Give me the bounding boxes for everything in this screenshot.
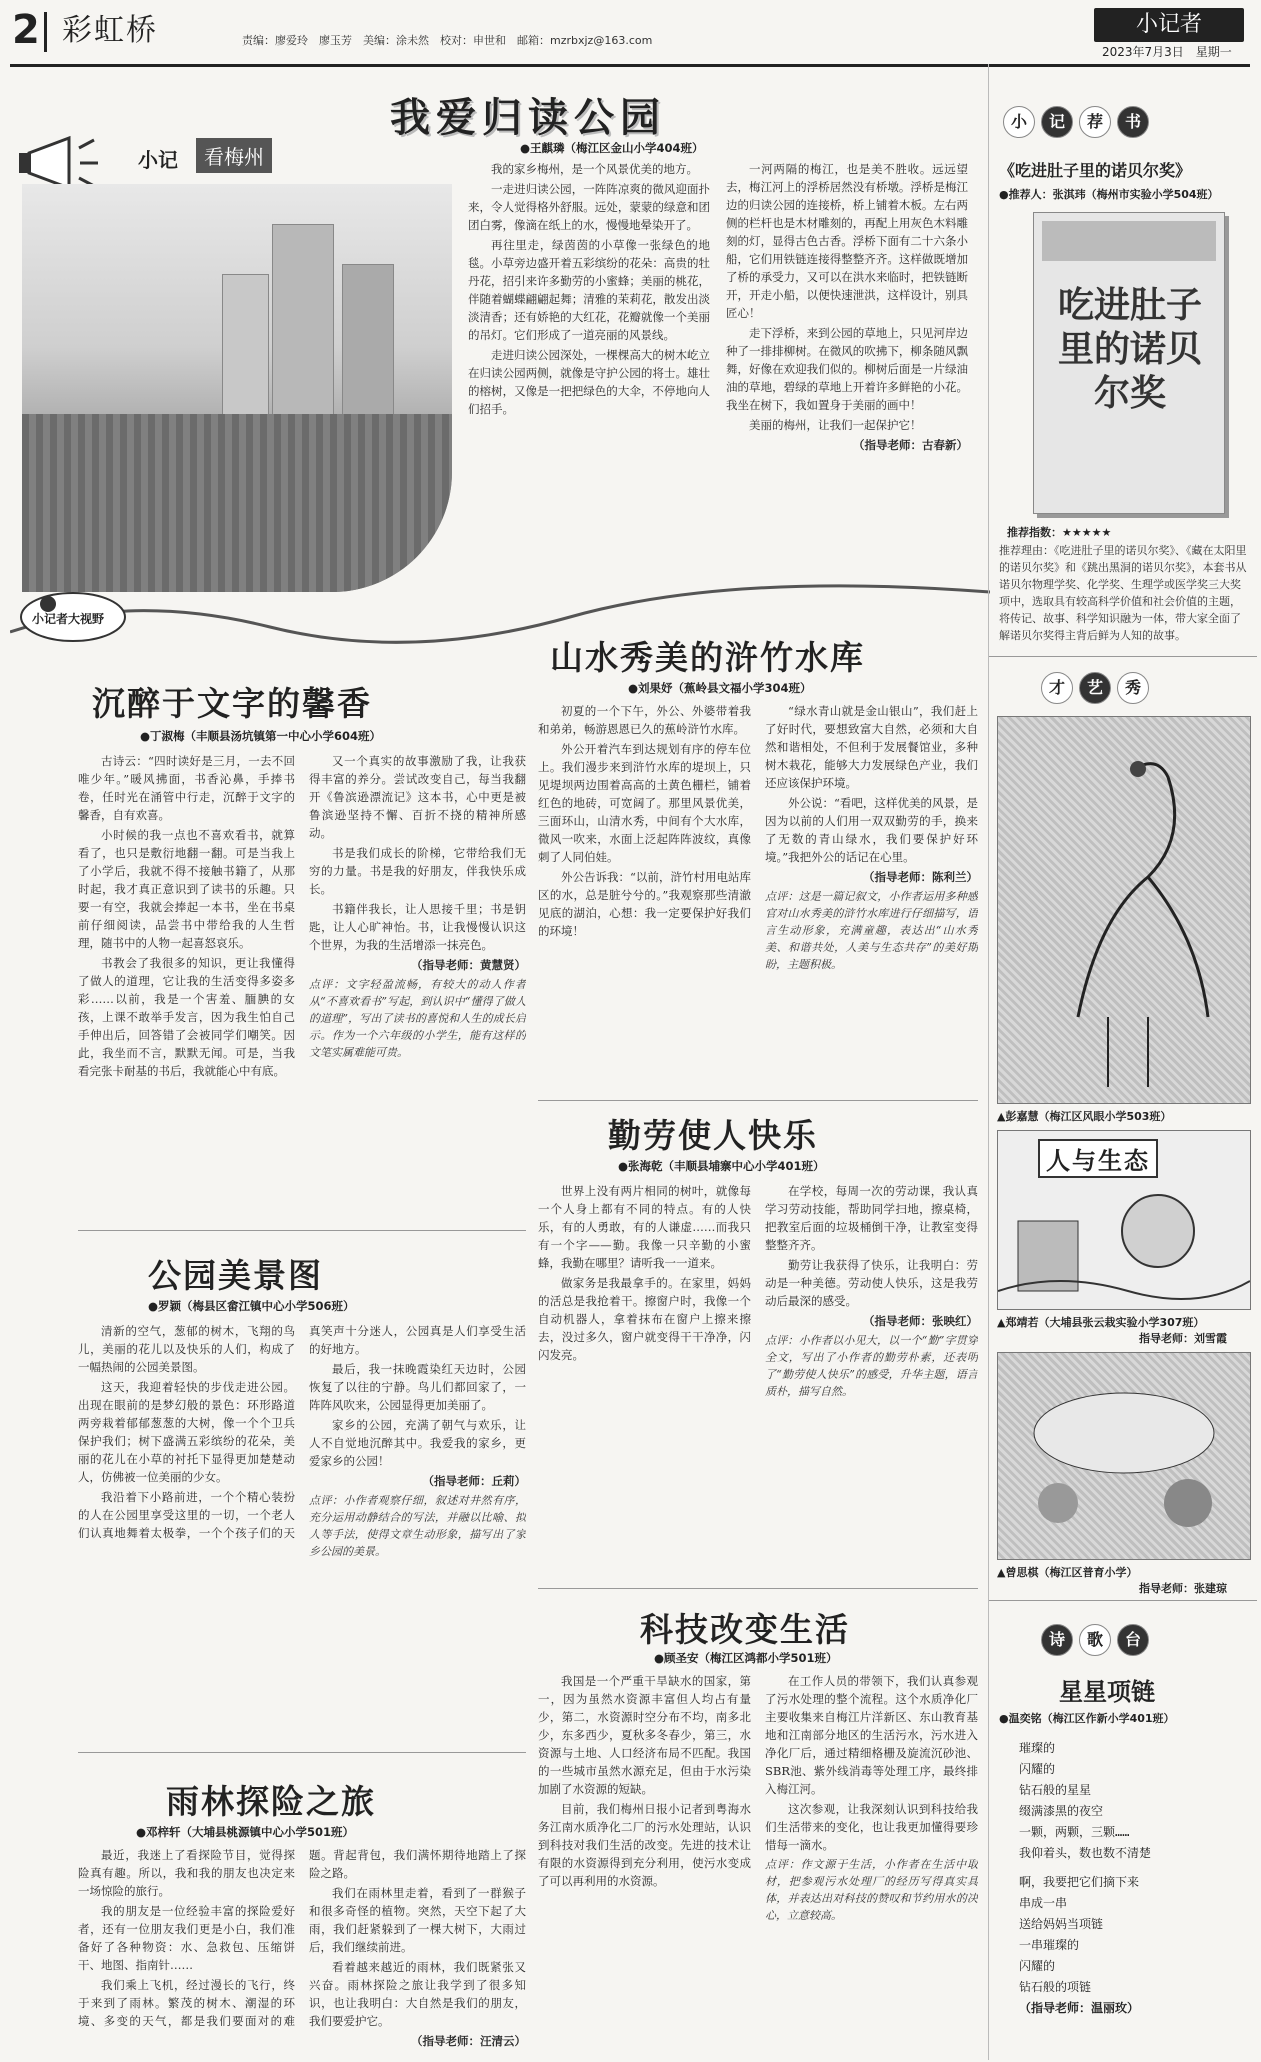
paragraph: 世界上没有两片相同的树叶，就像每一个人身上都有不同的特点。有的人快乐，有的人勇敢，有的人谦虚……而我只有一个字——勤。我像一只辛勤的小蜜蜂，我勤在哪里？请听我一一道来。 <box>538 1184 751 1270</box>
poem-line: 缀满漆黑的夜空 <box>1019 1804 1104 1818</box>
column-tag: 小记 <box>138 148 178 172</box>
paragraph: 这天，我迎着轻快的步伐走进公园。出现在眼前的是梦幻般的景色：环形路道两旁栽着郁郁葱葱的大树，像一个个卫兵保护我们；树下盛满五彩缤纷的花朵，美丽的花儿在小草的衬托下显得更加楚楚动人，仿佛被一位美丽的少女。 <box>78 1380 295 1484</box>
lead-body <box>468 160 968 590</box>
issue-date: 2023年7月3日 星期一 <box>1102 45 1232 59</box>
article-title-tech: 科技改变生活 <box>640 1610 850 1649</box>
paragraph: 又一个真实的故事激励了我，让我获得丰富的养分。尝试改变自己，每当我翻开《鲁滨逊漂流记》这本书，心中更是被鲁滨逊坚持不懈、百折不挠的精神所感动。 <box>309 754 526 840</box>
article-title-park: 公园美景图 <box>148 1256 323 1295</box>
lead-paragraph: 再往里走，绿茵茵的小草像一张绿色的地毯。小草旁边盛开着五彩缤纷的花朵：高贵的牡丹花，招引来许多勤劳的小蜜蜂；美丽的桃花，伴随着蝴蝶翩翩起舞；清雅的茉莉花，散发出淡淡清香；还有娇艳的大红花，花瓣就像一个美丽的吊灯。它们形成了一道亮丽的风景线。 <box>468 238 710 342</box>
book-title: 《吃进肚子里的诺贝尔奖》 <box>999 161 1192 180</box>
article-title-wenzi: 沉醉于文字的馨香 <box>92 684 372 723</box>
recommender: ●推荐人：张淇玮（梅州市实验小学504班） <box>999 188 1219 201</box>
paragraph: 书籍伴我长，让人思接千里；书是钥匙，让人心旷神怡。书，让我慢慢认识这个世界，为我的生活增添一抹亮色。 <box>309 902 526 952</box>
paragraph: 这次参观，让我深刻认识到科技给我们生活带来的变化，也让我更加懂得要珍惜每一滴水。 <box>765 1802 978 1852</box>
header-char: 秀 <box>1117 672 1149 704</box>
cover-band <box>1042 221 1216 261</box>
article-title-forest: 雨林探险之旅 <box>166 1782 376 1821</box>
article-body-tech <box>538 1672 978 2054</box>
article-body-forest <box>78 1846 526 2054</box>
masthead-divider <box>44 12 47 52</box>
section-divider <box>78 1230 526 1231</box>
artwork-people-eco <box>997 1130 1251 1310</box>
paragraph: 小时候的我一点也不喜欢看书，就算看了，也只是敷衍地翻一翻。可是当我上了小学后，我就不得不接触书籍了，从那时起，我才真正意识到了读书的乐趣。只要一有空，我就会捧起一本书，坐在书桌前仔细阅读，品尝书中带给我的人生哲理，随书中的人物一起喜怒哀乐。 <box>78 828 295 950</box>
paragraph: 我们在雨林里走着，看到了一群猴子和很多奇怪的植物。突然，天空下起了大雨，我们赶紧躲到了一棵大树下，大雨过后，我们继续前进。 <box>309 1886 526 1954</box>
paragraph: 看着越来越近的雨林，我们既紧张又兴奋。雨林探险之旅让我学到了很多知识，也让我明白：大自然是我们的朋友，我们要爱护它。 <box>309 1960 526 2028</box>
poem-line: 串成一串 <box>1019 1896 1068 1910</box>
recommend-header <box>1003 106 1243 138</box>
lead-byline: ●王麒璘（梅江区金山小学404班） <box>520 141 704 155</box>
poem-line: 钻石般的星星 <box>1019 1783 1092 1797</box>
masthead <box>0 0 1261 60</box>
teacher-credit: （指导老师：张映红） <box>863 1314 978 1328</box>
poem-line <box>1019 1864 1249 1872</box>
editor-comment: 点评：这是一篇记叙文，小作者运用多种感官对山水秀美的浒竹水库进行仔细描写，语言生动形象，充满童趣，表达出“山水秀美、和谐共处，人美与生态共存”的美好期盼，主题积极。 <box>765 890 978 971</box>
article-title-reservoir: 山水秀美的浒竹水库 <box>550 638 865 677</box>
teacher-credit: （指导老师：黄慧贤） <box>411 958 526 972</box>
article-body-reservoir <box>538 702 978 1096</box>
paragraph: 初夏的一个下午，外公、外婆带着我和弟弟，畅游恩恩已久的蕉岭浒竹水库。 <box>538 704 751 736</box>
editor-comment: 点评：作文源于生活，小作者在生活中取材，把参观污水处理厂的经历写得真实具体，并表达出对科技的赞叹和节约用水的决心，立意较高。 <box>765 1858 978 1922</box>
header-char: 才 <box>1041 672 1073 704</box>
column-sub: 看梅州 <box>196 138 272 173</box>
editor-comment: 点评：小作者以小见大，以一个“勤”字贯穿全文，写出了小作者的勤劳朴素，还表明了“勤劳使人快乐”的感受，升华主题，语言质朴，描写自然。 <box>765 1334 978 1398</box>
lead-paragraph: 一走进归读公园，一阵阵凉爽的微风迎面扑来，令人觉得格外舒服。远处，蒙蒙的绿意和团团白雾，像滴在纸上的水，慢慢地晕染开了。 <box>468 182 710 232</box>
header-char: 书 <box>1117 106 1149 138</box>
section-divider <box>78 1752 526 1753</box>
wide-view-label: 小记者大视野 <box>32 612 105 626</box>
lead-paragraph: 美丽的梅州，让我们一起保护它！ <box>749 418 922 432</box>
poem-line: 闪耀的 <box>1019 1762 1056 1776</box>
cover-title: 吃进肚子里的诺贝尔奖 <box>1057 284 1202 414</box>
paragraph: 外公开着汽车到达规划有序的停车位上。我们漫步来到浒竹水库的堤坝上，只见堤坝两边围着高高的土黄色栅栏，铺着红色的地砖，可宽阔了。那里风景优美，三面环山，山清水秀，中间有个大水库，微风一吹来，水面上泛起阵阵波纹，真像刺了人同伯娃。 <box>538 742 751 864</box>
article-byline-wenzi: ●丁淑梅（丰顺县汤坑镇第一中心小学604班） <box>140 729 382 743</box>
editor-comment: 点评：文字轻盈流畅，有较大的动人作者从“不喜欢看书”写起，到认识中“懂得了做人的道理”，写出了读书的喜悦和人生的成长启示。作为一个六年级的小学生，能有这样的文笔实属难能可贵。 <box>309 978 526 1059</box>
sidebar <box>988 64 1257 2060</box>
paragraph: 目前，我们梅州日报小记者到粤海水务江南水质净化二厂的污水处理站，认识到科技对我们生活的改变。先进的技术让有限的水资源得到充分利用，使污水变成了可以再利用的水资源。 <box>538 1802 751 1888</box>
poem-line: 啊，我要把它们摘下来 <box>1019 1875 1140 1889</box>
poem-body <box>1019 1738 1249 2019</box>
header-char: 台 <box>1117 1624 1149 1656</box>
section-divider <box>538 1100 978 1101</box>
book-cover <box>1033 212 1225 514</box>
drawing-title: 人与生态 <box>1038 1139 1158 1178</box>
lead-section <box>10 72 980 632</box>
lead-photo <box>22 184 452 592</box>
poem-teacher: （指导老师：温丽玫） <box>1019 2001 1140 2015</box>
paragraph: 勤劳让我获得了快乐，让我明白：劳动是一种美德。劳动使人快乐，这是我劳动后最深的感受。 <box>765 1258 978 1308</box>
teacher-credit: （指导老师：丘莉） <box>422 1474 526 1488</box>
paragraph: 书是我们成长的阶梯，它带给我们无穷的力量。书是我的好朋友，伴我快乐成长。 <box>309 846 526 896</box>
brand-badge: 小记者 <box>1094 8 1244 42</box>
artwork-landscape <box>997 1352 1251 1560</box>
paragraph: 家乡的公园，充满了朝气与欢乐，让人不自觉地沉醉其中。我爱我的家乡，更爱家乡的公园！ <box>309 1418 526 1468</box>
article-title-labor: 勤劳使人快乐 <box>608 1116 818 1155</box>
paragraph: 古诗云：“四时读好是三月，一去不回唯少年。”暖风拂面，书香沁鼻，手捧书卷，任时光在涌管中行走，沉醉于文字的馨香，自有欢喜。 <box>78 754 295 822</box>
poem-line: 钻石般的项链 <box>1019 1980 1092 1994</box>
lead-paragraph: 走进归读公园深处，一棵棵高大的树木屹立在归读公园两侧，就像是守护公园的将士。雄壮的榕树，又像是一把把绿色的大伞，不停地向人们招手。 <box>468 348 710 416</box>
paragraph: 做家务是我最拿手的。在家里，妈妈的活总是我抢着干。擦窗户时，我像一个自动机器人，拿着抹布在窗户上擦来擦去，没过多久，窗户就变得干干净净，闪闪发亮。 <box>538 1276 751 1362</box>
paragraph: 我国是一个严重干旱缺水的国家，第一，因为虽然水资源丰富但人均占有量少，第二，水资源时空分布不均，南多北少，东多西少，夏秋多冬春少，第三，水资源与土地、人口经济布局不匹配。我国的一些城市虽然水源充足，但由于水污染加剧了水资源的短缺。 <box>538 1674 751 1796</box>
paragraph: 书教会了我很多的知识，更让我懂得了做人的道理，它让我的生活变得多姿多彩……以前，我是一个害羞、腼腆的女孩，上课不敢举手发言，因为我生怕自己手伸出后，回答错了会被同学们嘲笑。因此，我坐而不言，默默无闻。可是，当我看完张卡耐基的书后，我就能心中有底。 <box>78 956 295 1078</box>
lead-title: 我爱归读公园 <box>390 94 666 141</box>
artwork-caption-1: ▲彭嘉慧（梅江区风眼小学503班） <box>997 1110 1172 1123</box>
poem-line: 送给妈妈当项链 <box>1019 1917 1104 1931</box>
article-body-park <box>78 1322 526 1744</box>
artwork-crane <box>997 716 1251 1104</box>
artwork-teacher-2: 指导老师：刘雪霞 <box>1139 1332 1227 1345</box>
teacher-credit: （指导老师：汪清云） <box>411 2034 526 2048</box>
section-divider <box>538 1588 978 1589</box>
eco-drawing-icon <box>998 1181 1250 1309</box>
article-byline-park: ●罗颖（梅县区畲江镇中心小学506班） <box>148 1299 355 1313</box>
article-byline-labor: ●张海乾（丰顺县埔寨中心小学401班） <box>618 1159 825 1173</box>
section-divider <box>989 656 1257 657</box>
poem-header <box>1041 1624 1261 1656</box>
paragraph: 最后，我一抹晚霞染红天边时，公园恢复了以往的宁静。鸟儿们都回家了，一阵阵风吹来，公园显得更加美丽了。 <box>309 1362 526 1412</box>
lead-paragraph: 走下浮桥，来到公园的草地上，只见河岸边种了一排排柳树。在微风的吹拂下，柳条随风飘舞，好像在欢迎我们似的。柳树后面是一片绿油油的草地，碧绿的草地上开着许多鲜艳的小花。我坐在树下，我如置身于美丽的画中！ <box>726 326 968 412</box>
artwork-caption-2: ▲郑靖若（大埔县张云栽实验小学307班） <box>997 1316 1205 1329</box>
paragraph: 我们乘上飞机，经过漫长的飞行，终于来到了雨林。繁茂的树木、潮湿的环境、多变的天气，都是我们要面对的难题。背起背包，我们满怀期待地踏上了探险之路。 <box>78 1848 526 2028</box>
header-char: 歌 <box>1079 1624 1111 1656</box>
lead-paragraph: 一河两隔的梅江，也是美不胜收。远远望去，梅江河上的浮桥居然没有桥墩。浮桥是梅江边的归读公园的连接桥，桥上铺着木板。左右两侧的栏杆也是木材雕刻的，再配上用灰色木料雕刻的灯，显得古色古香。浮桥下面有二十六条小船，它们用铁链连接得整整齐齐。这样做既增加了桥的承受力，又可以在洪水来临时，把铁链断开，开走小船，以便快速泄洪，这样设计，别具匠心！ <box>726 162 968 320</box>
credits: 责编：廖爱玲 廖玉芳 美编：涂未然 校对：申世和 邮箱：mzrbxjz@163.com <box>242 34 653 47</box>
landscape-drawing-icon <box>998 1353 1250 1559</box>
book-summary: 推荐理由：《吃进肚子里的诺贝尔奖》、《藏在太阳里的诺贝尔奖》和《跳出黑洞的诺贝尔奖》，本套书从诺贝尔物理学奖、化学奖、生理学或医学奖三大奖项中，选取具有较高科学价值和社会价值的主题，将传记、故事、科学知识融为一体，带大家全面了解诺贝尔奖得主背后鲜为人知的故事。 <box>999 544 1247 642</box>
article-body-labor <box>538 1182 978 1578</box>
section-divider <box>989 1600 1257 1601</box>
lead-teacher: （指导老师：古春新） <box>853 438 968 452</box>
editor-comment: 点评：小作者观察仔细，叙述对井然有序，充分运用动静结合的写法，并融以比喻、拟人等手法，使得文章生动形象，描写出了家乡公园的美景。 <box>309 1494 526 1558</box>
poem-line: 闪耀的 <box>1019 1959 1056 1973</box>
article-byline-reservoir: ●刘果妤（蕉岭县文福小学304班） <box>628 681 812 695</box>
paragraph: 最近，我迷上了看探险节目，觉得探险真有趣。所以，我和我的朋友也决定来一场惊险的旅行。 <box>78 1848 295 1898</box>
poem-byline: ●温奕铭（梅江区作新小学401班） <box>999 1712 1175 1725</box>
article-byline-tech: ●顾圣安（梅江区鸿都小学501班） <box>654 1651 838 1665</box>
poem-line: 一颗，两颗，三颗…… <box>1019 1825 1130 1839</box>
paragraph: 在工作人员的带领下，我们认真参观了污水处理的整个流程。这个水质净化厂主要收集来自梅江片洋新区、东山教育基地和江南部分地区的生活污水，污水进入净化厂后，通过精细格栅及旋流沉砂池、SBR池、紫外线消毒等处理工序，最终排入梅江河。 <box>765 1674 978 1796</box>
header-char: 荐 <box>1079 106 1111 138</box>
teacher-credit: （指导老师：陈利兰） <box>863 870 978 884</box>
paragraph: 外公说：“看吧，这样优美的风景，是因为以前的人们用一双双勤劳的手，换来了无数的青山绿水，我们要保护好环境。”我把外公的话记在心里。 <box>765 796 978 864</box>
paragraph: “绿水青山就是金山银山”，我们赶上了好时代，要想致富大自然，必须和大自然和谐相处，不但利于发展餐馆业，多种树木栽花，能够大力发展绿色产业，我们还应该保护环境。 <box>765 704 978 790</box>
header-char: 小 <box>1003 106 1035 138</box>
wide-view-badge <box>18 590 128 644</box>
poem-line: 我仰着头，数也数不清楚 <box>1019 1846 1152 1860</box>
article-body-wenzi <box>78 752 526 1220</box>
paragraph: 我沿着下小路前进，一个个精心装扮的人在公园里享受这里的一切，一个老人们认真地舞着太极拳，一个个孩子们的天真笑声十分迷人，公园真是人们享受生活的好地方。 <box>78 1324 526 1540</box>
poem-line: 璀璨的 <box>1019 1741 1056 1755</box>
poem-title: 星星项链 <box>1059 1677 1155 1706</box>
paragraph: 清新的空气，葱郁的树木，飞翔的鸟儿，美丽的花儿以及快乐的人们，构成了一幅热闹的公园美景图。 <box>78 1324 295 1374</box>
poem-line: 一串璀璨的 <box>1019 1938 1080 1952</box>
crane-drawing-icon <box>998 717 1250 1103</box>
page-number: 2 <box>12 7 40 53</box>
paragraph: 在学校，每周一次的劳动课，我认真学习劳动技能，帮助同学扫地，擦桌椅，把教室后面的垃圾桶倒干净，让教室变得整整齐齐。 <box>765 1184 978 1252</box>
paragraph: 外公告诉我：“以前，浒竹村用电站库区的水，总是脏兮兮的。”我观察那些清澈见底的湖泊，心想：我一定要保护好我们的环境！ <box>538 870 751 938</box>
artwork-caption-3: ▲曾思棋（梅江区普育小学） <box>997 1566 1138 1579</box>
header-char: 诗 <box>1041 1624 1073 1656</box>
rating: 推荐指数：★★★★★ <box>1007 526 1112 539</box>
header-char: 记 <box>1041 106 1073 138</box>
section-name: 彩虹桥 <box>62 13 158 48</box>
header-char: 艺 <box>1079 672 1111 704</box>
lead-paragraph: 我的家乡梅州，是一个风景优美的地方。 <box>491 162 698 176</box>
paragraph: 我的朋友是一位经验丰富的探险爱好者，还有一位朋友我们更是小白，我们准备好了各种物资：水、急救包、压缩饼干、地图、指南针…… <box>78 1904 295 1972</box>
article-byline-forest: ●邓梓轩（大埔县桃源镇中心小学501班） <box>136 1825 355 1839</box>
talent-header <box>1041 672 1261 704</box>
artwork-teacher-3: 指导老师：张建琼 <box>1139 1582 1227 1595</box>
